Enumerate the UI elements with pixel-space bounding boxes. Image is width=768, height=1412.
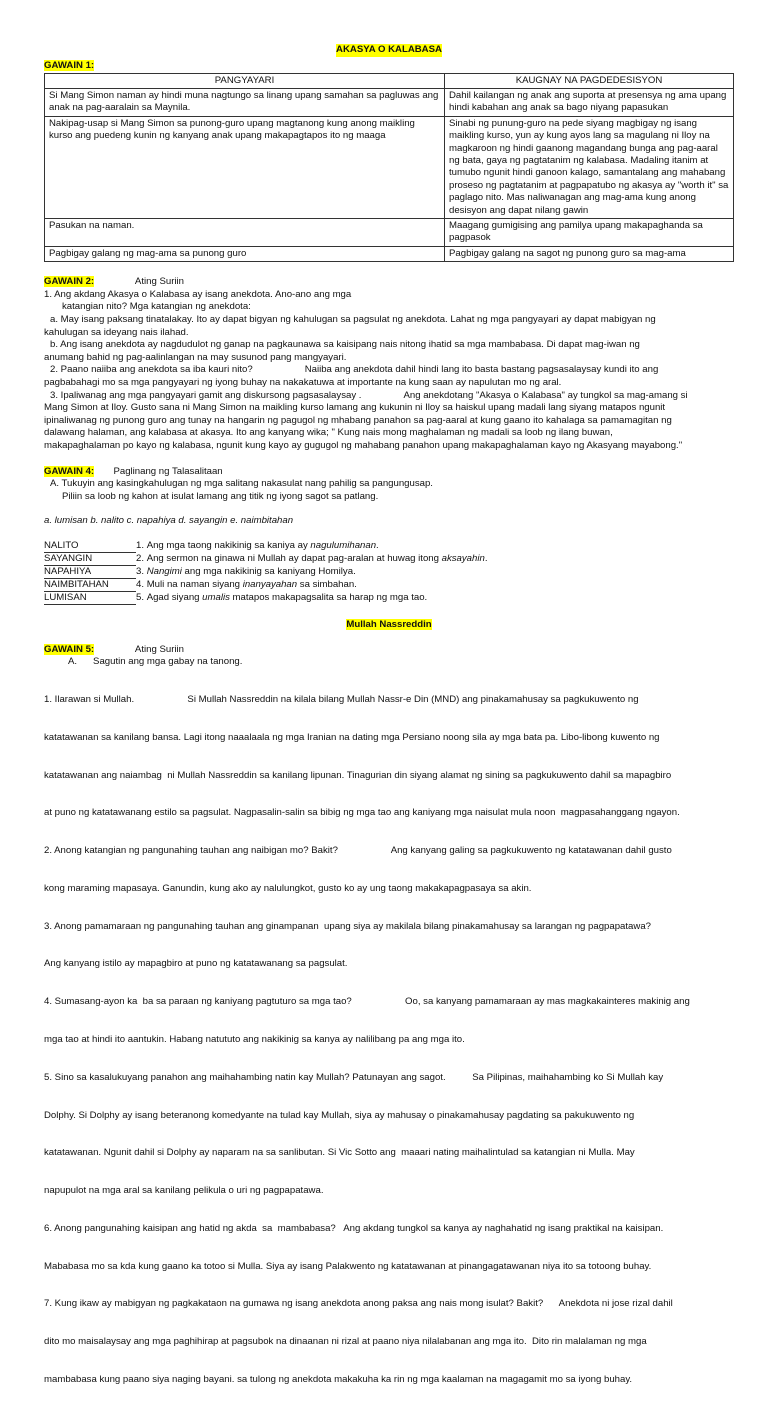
table-cell: Maagang gumigising ang pamilya upang makapaghanda sa pagpasok bbox=[445, 219, 734, 247]
table-cell: Si Mang Simon naman ay hindi muna nagtungo sa linang upang samahan sa pagluwas ang anak na pag-aaralain sa Maynila. bbox=[45, 89, 445, 117]
item-text-pre: Ang mga taong nakikinig sa kaniya ay bbox=[146, 539, 311, 551]
text-line: at puno ng katatawanang estilo sa pagsulat. Nagpasalin-salin sa bibig ng mga tao ang kaniyang mga naisulat mula noon magpasahanggang ngayon. bbox=[44, 807, 680, 819]
gawain4-instruction-1: A. Tukuyin ang kasingkahulugan ng mga salitang nakasulat nang pahilig sa pangungusap. bbox=[50, 478, 433, 490]
item-text-pre: Ang sermon na ginawa ni Mullah ay dapat pag-aralan at huwag itong bbox=[146, 552, 442, 564]
section-title: Mullah Nassreddin bbox=[346, 618, 432, 630]
text-line: mambabasa kung paano siya naging bayani. sa tulong ng anekdota makakuha ka rin ng mga kaalaman na magagamit mo sa iyong buhay. bbox=[44, 1374, 633, 1385]
table-row bbox=[45, 116, 734, 218]
text-line: pagbabahagi mo sa mga pangyayari ng iyong buhay na nakakatuwa at importante na kung saan ay napulutan mo ng aral. bbox=[44, 377, 562, 389]
text-line: katatawanan ang naiambag ni Mullah Nassreddin sa kanilang lipunan. Tinagurian din siyang alamat ng sining sa pagkukuwento dahil sa mapagbiro bbox=[44, 769, 672, 781]
document-page bbox=[44, 44, 734, 1412]
table-cell: Pagbigay galang ng mag-ama sa punong guro bbox=[45, 246, 445, 261]
table-cell: Dahil kailangan ng anak ang suporta at presensya ng ama upang hindi kabahan ang anak sa bago niyang papasukan bbox=[445, 89, 734, 117]
item-number: 5. bbox=[136, 591, 145, 603]
item-number: 3. bbox=[136, 565, 145, 577]
gawain2-label: GAWAIN 2: bbox=[44, 276, 95, 288]
text-line: anumang bahid ng pag-aalinlangan na may susunod pang mangyayari. bbox=[44, 351, 347, 363]
gawain1-heading bbox=[44, 60, 734, 73]
answer-blank: SAYANGIN bbox=[44, 553, 136, 566]
answer-blank: NALITO bbox=[44, 540, 136, 553]
list-item bbox=[44, 592, 734, 605]
text-line: dito mo maisalaysay ang mga paghihirap at pagsubok na dinaanan ni rizal at paano niya nilalabanan ang mga ito. Dito rin malalaman ng mga bbox=[44, 1336, 647, 1348]
answer-text: Naiiba ang anekdota dahil hindi lang ito basta bastang pagsasalaysay kundi ito ang bbox=[304, 364, 659, 376]
text-line: Dolphy. Si Dolphy ay isang beteranong komedyante na tulad kay Mullah, siya ay mahusay o pinakamahusay pagdating sa pakukuwento ng bbox=[44, 1109, 635, 1121]
text-line: dalawang halaman, ang kalabasa at akasya. Ito ang kanyang wika; " Kung nais mong maghalaman ng madali sa loob ng ilang buwan, bbox=[44, 427, 613, 439]
text-line: katangian nito? Mga katangian ng anekdota: bbox=[62, 301, 251, 313]
gawain4-subtitle: Paglinang ng Talasalitaan bbox=[113, 465, 223, 477]
item-text-pre: Agad siyang bbox=[146, 591, 203, 603]
table-cell: Nakipag-usap si Mang Simon sa punong-guro upang magtanong kung anong maikling kurso ang puedeng kunin ng kanyang anak upang makapagtapos ito ng maaga bbox=[45, 116, 445, 218]
item-text-post: . bbox=[484, 552, 488, 564]
item-text-post: ang mga nakikinig sa kaniyang Homilya. bbox=[181, 565, 356, 577]
table-cell: Sinabi ng punung-guro na pede siyang magbigay ng isang maikling kurso, yun ay kung ayos lang sa magulang ni Iloy na magkaroon ng hindi gaanong magandang bunga ang pag-aaral ng bata, gaya ng pagtatanim ng kalabasa. Madaling itanim at tumubo ngunit hindi ganoon kalago, samantalang ang mahabang proseso ng pagtatanim at pagpapatubo ng akasya ay "worth it" sa paglago nito. Mas naliwanagan ang mag-ama kung anong desisyon ang dapat nilang gawin bbox=[445, 116, 734, 218]
question-text: 2. Paano naiiba ang anekdota sa iba kauri nito? bbox=[50, 364, 253, 376]
text-line: Mang Simon at Iloy. Gusto sana ni Mang Simon na maikling kurso lamang ang kukunin ni Iloy sa haiskul upang madali lang siyang matapos ngunit bbox=[44, 402, 666, 414]
gawain4-choices: a. lumisan b. nalito c. napahiya d. sayangin e. naimbitahan bbox=[44, 515, 294, 527]
table-row bbox=[45, 219, 734, 247]
item-word: umalis bbox=[202, 591, 230, 603]
item-text-pre: Muli na naman siyang bbox=[146, 578, 243, 590]
gawain4-instruction-2: Piliin sa loob ng kahon at isulat lamang ang titik ng iyong sagot sa patlang. bbox=[62, 490, 379, 502]
text-line: ipinaliwanag ng punong guro ang tunay na hangarin ng pagugol ng mhabang panahon sa pag-aaral at kung gaano ito kahalaga sa pamamagitan ng bbox=[44, 414, 672, 426]
text-line: 3. Anong pamamaraan ng pangunahing tauhan ang ginampanan upang siya ay makilala bilang pinakamahusay sa larangan ng pagpapatawa? bbox=[44, 920, 651, 932]
text-line: katatawanan sa kanilang bansa. Lagi itong naaalaala ng mga Iranian na dating mga Persiano noong sila ay mga bata pa. Libo-libong kuwento ng bbox=[44, 731, 660, 743]
item-text-post: . bbox=[376, 539, 379, 551]
text-line: Mababasa mo sa kda kung gaano ka totoo si Mulla. Siya ay isang Palakwento ng katatawanan at pinangagatawanan niya ito sa totoong buhay. bbox=[44, 1260, 652, 1272]
table-cell: Pagbigay galang na sagot ng punong guro sa mag-ama bbox=[445, 246, 734, 261]
text-line: 4. Sumasang-ayon ka ba sa paraan ng kaniyang pagtuturo sa mga tao? Oo, sa kanyang pamamaraan ay mas magkakainteres makinig ang bbox=[44, 996, 690, 1008]
table-header-pagdedesisyon: KAUGNAY NA PAGDEDESISYON bbox=[445, 73, 734, 88]
item-word: inanyayahan bbox=[242, 578, 298, 590]
item-text-post: matapos makapagsalita sa harap ng mga tao. bbox=[229, 591, 428, 603]
table-header-row bbox=[45, 73, 734, 88]
gawain5-heading bbox=[44, 644, 734, 657]
text-line: makapaghalaman po kayo ng kalabasa, ngunit kung kayo ay gugugol ng mahabang panahon upang makapaghalaman kayo ng Akasyang mayabong." bbox=[44, 440, 683, 451]
gawain2-body bbox=[44, 289, 734, 453]
gawain4-heading bbox=[44, 466, 734, 479]
text-line: b. Ang isang anekdota ay nagdudulot ng ganap na pagkaunawa sa kaisipang nais nitong ihatid sa mga mambabasa. Di dapat mag-iwan ng bbox=[50, 339, 640, 351]
gawain1-label: GAWAIN 1: bbox=[44, 60, 95, 71]
item-word: Nangimi bbox=[146, 565, 182, 577]
text-line: a. May isang paksang tinatalakay. Ito ay dapat bigyan ng kahulugan sa pagsulat ng anekdota. Lahat ng mga pangyayari ay dapat mabigyan ng bbox=[50, 314, 656, 326]
gawain4-label: GAWAIN 4: bbox=[44, 465, 95, 477]
gawain4-items bbox=[44, 540, 734, 605]
item-number: 2. bbox=[136, 552, 145, 564]
table-row bbox=[45, 89, 734, 117]
item-number: 1. bbox=[136, 539, 145, 551]
list-item bbox=[44, 553, 734, 566]
item-text-post: sa simbahan. bbox=[297, 578, 357, 590]
gawain5-instruction: A. Sagutin ang mga gabay na tanong. bbox=[68, 656, 243, 668]
text-line: katatawanan. Ngunit dahil si Dolphy ay naparam na sa sanlibutan. Si Vic Sotto ang maaari nating maihalintulad sa katangian ni Mulla. May bbox=[44, 1147, 635, 1159]
text-line: kong maraming mapasaya. Ganundin, kung ako ay nalulungkot, gusto ko ay ung taong makakapagpasaya sa akin. bbox=[44, 882, 532, 894]
answer-text: Ang anekdotang "Akasya o Kalabasa" ay tungkol sa mag-amang si bbox=[403, 389, 688, 401]
text-line: 1. Ilarawan si Mullah. Si Mullah Nassreddin na kilala bilang Mullah Nassr-e Din (MND) ang pinakamahusay sa pagkukuwento ng bbox=[44, 693, 639, 705]
answer-blank: LUMISAN bbox=[44, 592, 136, 605]
document-title: AKASYA O KALABASA bbox=[336, 44, 442, 55]
item-word: aksayahin bbox=[441, 552, 485, 564]
table-cell: Pasukan na naman. bbox=[45, 219, 445, 247]
text-line: 7. Kung ikaw ay mabigyan ng pagkakataon na gumawa ng isang anekdota anong paksa ang nais mong isulat? Bakit? Anekdota ni jose rizal dahil bbox=[44, 1298, 673, 1310]
text-line: 1. Ang akdang Akasya o Kalabasa ay isang anekdota. Ano-ano ang mga bbox=[44, 288, 352, 300]
gawain5-label: GAWAIN 5: bbox=[44, 643, 95, 655]
text-line: mga tao at hindi ito aantukin. Habang natututo ang nakikinig sa kanya ay nalilibang pa ang mga ito. bbox=[44, 1033, 465, 1045]
text-line: kahulugan sa ideyang nais ilahad. bbox=[44, 326, 189, 338]
gawain2-heading bbox=[44, 276, 734, 289]
list-item bbox=[44, 540, 734, 553]
gawain5-subtitle: Ating Suriin bbox=[134, 643, 184, 655]
gawain1-table bbox=[44, 73, 734, 263]
answer-blank: NAPAHIYA bbox=[44, 566, 136, 579]
list-item bbox=[44, 579, 734, 592]
text-line: 2. Anong katangian ng pangunahing tauhan ang naibigan mo? Bakit? Ang kanyang galing sa pagkukuwento ng katatawanan dahil gusto bbox=[44, 845, 672, 857]
gawain5-body bbox=[44, 669, 734, 1412]
list-item bbox=[44, 566, 734, 579]
text-line: napupulot na mga aral sa kanilang pelikula o uri ng pagpapatawa. bbox=[44, 1185, 324, 1197]
question-text: 3. Ipaliwanag ang mga pangyayari gamit ang diskursong pagsasalaysay . bbox=[50, 389, 362, 401]
table-row bbox=[45, 246, 734, 261]
text-line: 5. Sino sa kasalukuyang panahon ang maihahambing natin kay Mullah? Patunayan ang sagot. Sa Pilipinas, maihahambing ko Si Mullah kay bbox=[44, 1071, 664, 1083]
table-header-pangyayari: PANGYAYARI bbox=[45, 73, 445, 88]
item-number: 4. bbox=[136, 578, 145, 590]
text-line bbox=[44, 364, 734, 377]
title2-wrap bbox=[44, 619, 734, 632]
text-line: Ang kanyang istilo ay mapagbiro at puno ng katatawanang sa pagsulat. bbox=[44, 958, 348, 970]
answer-blank: NAIMBITAHAN bbox=[44, 579, 136, 592]
title-wrap bbox=[44, 44, 734, 58]
text-line: 6. Anong pangunahing kaisipan ang hatid ng akda sa mambabasa? Ang akdang tungkol sa kanya ay naghahatid ng isang praktikal na kaisipan. bbox=[44, 1222, 664, 1234]
item-word: nagulumihanan bbox=[310, 539, 377, 551]
gawain2-subtitle: Ating Suriin bbox=[134, 276, 184, 288]
text-line bbox=[44, 390, 734, 403]
